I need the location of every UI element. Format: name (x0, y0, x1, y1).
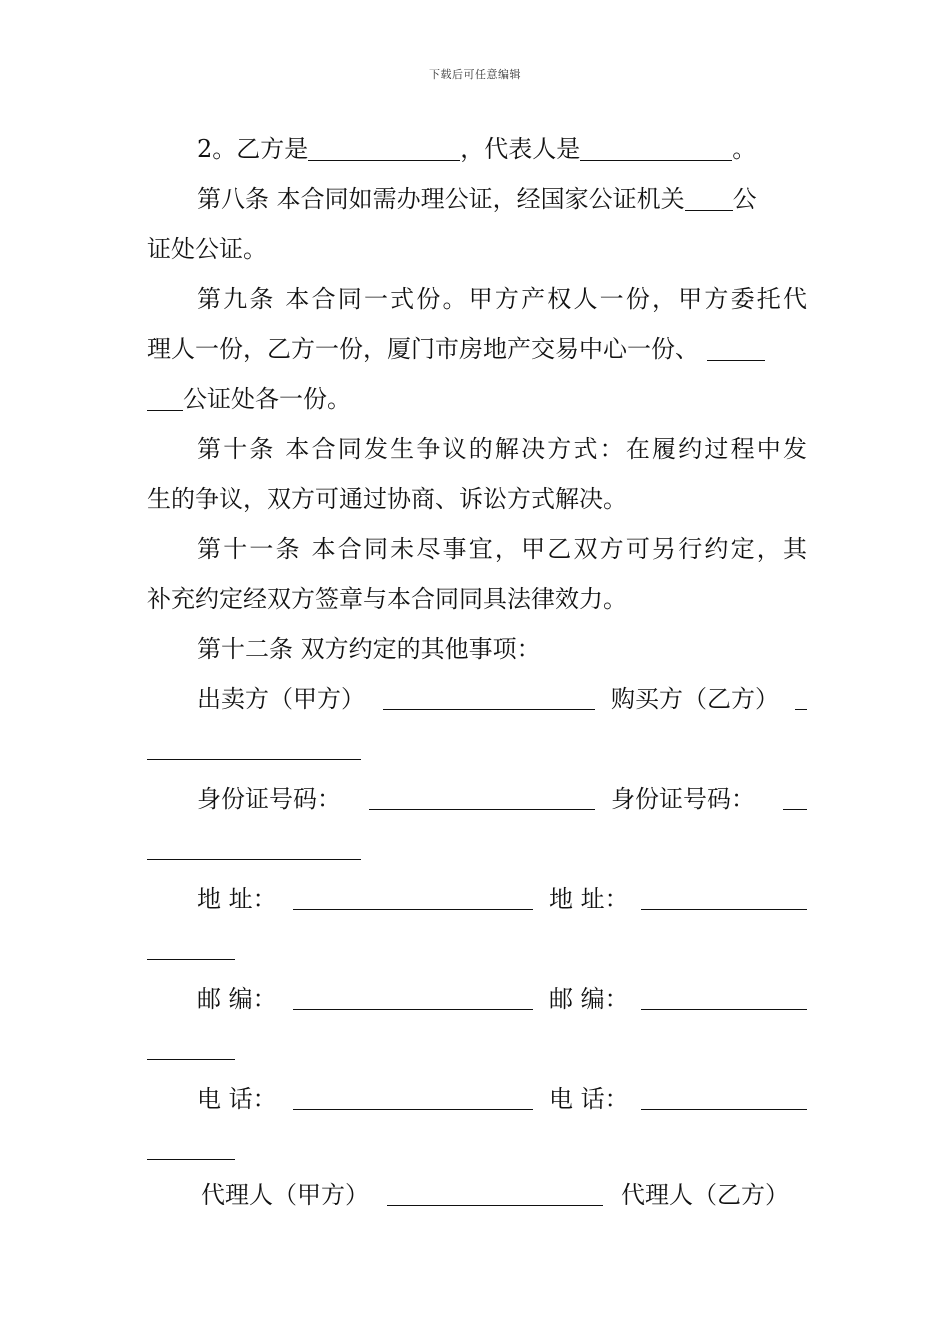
seller-agent-line[interactable] (387, 1204, 603, 1206)
article-11-line-1: 第十一条 本合同未尽事宜，甲乙双方可另行约定，其 (197, 535, 807, 563)
article-8-text: 第八条 本合同如需办理公证，经国家公证机关 (197, 185, 685, 213)
seller-id-label: 身份证号码： (197, 785, 341, 813)
buyer-label: 购买方（乙方） (611, 685, 779, 713)
buyer-postcode-line-end[interactable] (147, 1058, 235, 1060)
buyer-agent-label: 代理人（乙方） (621, 1181, 789, 1209)
clause-2-middle: ，代表人是 (460, 135, 581, 163)
phone-row (147, 1084, 807, 1114)
buyer-postcode-line-start[interactable] (641, 1008, 807, 1010)
seller-buyer-row (147, 684, 807, 714)
buyer-address-line-start[interactable] (641, 908, 807, 910)
other-party-blank-b[interactable] (147, 386, 183, 411)
other-party-blank-a[interactable] (707, 336, 765, 361)
article-9-text-3: 公证处各一份。 (183, 385, 351, 413)
seller-postcode-line[interactable] (293, 1008, 533, 1010)
article-12-line-1: 第十二条 双方约定的其他事项： (197, 635, 541, 663)
buyer-phone-continuation (147, 1134, 807, 1164)
seller-postcode-label: 邮 编： (197, 985, 277, 1013)
seller-phone-label: 电 话： (197, 1085, 277, 1113)
article-8-line-1 (147, 184, 807, 214)
article-10-line-2: 生的争议，双方可通过协商、诉讼方式解决。 (147, 485, 627, 513)
notary-office-blank[interactable] (685, 186, 733, 211)
seller-id-line[interactable] (369, 808, 595, 810)
buyer-postcode-continuation (147, 1034, 807, 1064)
article-11-line-2: 补充约定经双方签章与本合同同具法律效力。 (147, 585, 627, 613)
address-row (147, 884, 807, 914)
buyer-address-label: 地 址： (549, 885, 629, 913)
seller-signature-line[interactable] (383, 708, 595, 710)
article-9-line-3 (147, 384, 807, 414)
buyer-phone-line-end[interactable] (147, 1158, 235, 1160)
buyer-id-line-end[interactable] (147, 858, 361, 860)
seller-address-line[interactable] (293, 908, 533, 910)
article-8-line-2: 证处公证。 (147, 235, 267, 263)
buyer-id-line-start[interactable] (783, 808, 807, 810)
buyer-signature-continuation (147, 734, 807, 764)
representative-blank[interactable] (580, 136, 732, 161)
buyer-signature-line-start[interactable] (795, 708, 807, 710)
buyer-phone-line-start[interactable] (641, 1108, 807, 1110)
buyer-phone-label: 电 话： (549, 1085, 629, 1113)
party-b-blank[interactable] (308, 136, 460, 161)
agent-row (147, 1180, 807, 1210)
buyer-signature-line-end[interactable] (147, 758, 361, 760)
seller-agent-label: 代理人（甲方） (201, 1181, 369, 1209)
article-8-tail: 公 (732, 185, 757, 213)
page-header: 下载后可任意编辑 (429, 68, 521, 81)
buyer-address-line-end[interactable] (147, 958, 235, 960)
seller-label: 出卖方（甲方） (197, 685, 365, 713)
buyer-address-continuation (147, 934, 807, 964)
article-10-line-1: 第十条 本合同发生争议的解决方式：在履约过程中发 (197, 435, 807, 463)
article-9-line-1: 第九条 本合同一式份。甲方产权人一份，甲方委托代 (197, 285, 807, 313)
buyer-id-continuation (147, 834, 807, 864)
seller-phone-line[interactable] (293, 1108, 533, 1110)
buyer-id-label: 身份证号码： (611, 785, 755, 813)
article-9-text-2: 理人一份，乙方一份，厦门市房地产交易中心一份、 (147, 335, 699, 363)
postcode-row (147, 984, 807, 1014)
clause-2-suffix: 。 (732, 135, 757, 163)
buyer-postcode-label: 邮 编： (549, 985, 629, 1013)
article-9-line-2 (147, 334, 807, 364)
id-number-row (147, 784, 807, 814)
seller-address-label: 地 址： (197, 885, 277, 913)
clause-2-line (147, 134, 807, 164)
clause-2-prefix: 2。乙方是 (197, 135, 309, 163)
